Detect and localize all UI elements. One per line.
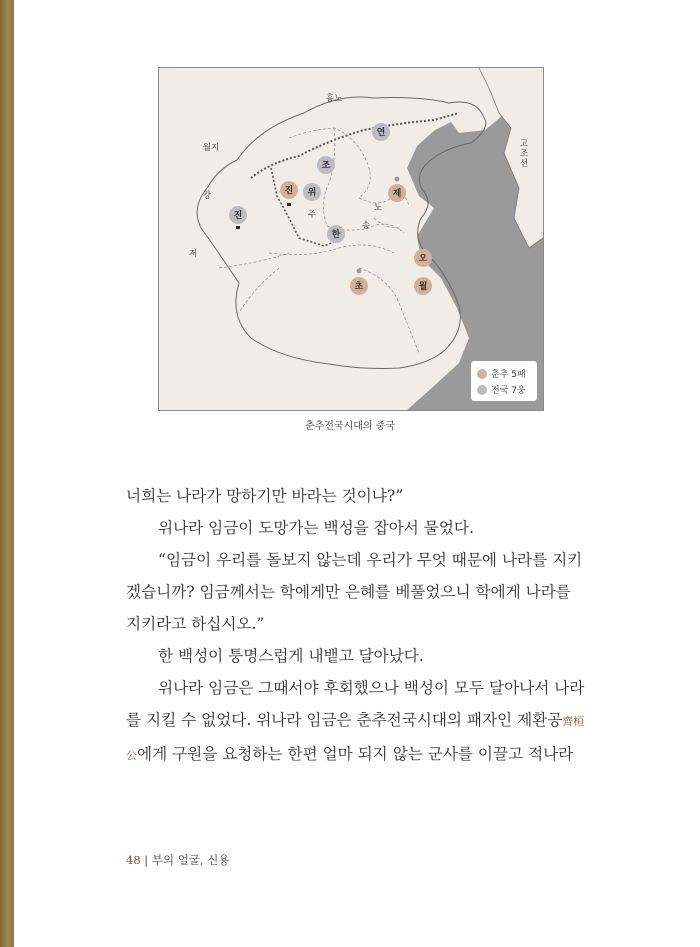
paragraph-line: 겠습니까? 임금께서는 학에게만 은혜를 베풀었으니 학에게 나라를 (126, 583, 571, 601)
paragraph-line: 지키라고 하십시오.” (126, 615, 265, 633)
paragraph-line: 너희는 나라가 망하기만 바라는 것이냐?” (126, 487, 404, 505)
legend-spring-autumn (477, 367, 526, 380)
label-gojoseon-1: 고 (519, 139, 529, 149)
legend-warring-label: 전국 7웅 (491, 386, 526, 396)
state-yeon: 연 (376, 128, 386, 138)
state-jo: 조 (321, 161, 331, 171)
legend-warring (477, 383, 526, 396)
hanja-annotation: 公 (126, 749, 137, 762)
state-je: 제 (392, 189, 402, 199)
paragraph-line: 한 백성이 퉁명스럽게 내뱉고 달아났다. (158, 647, 424, 665)
map-legend (471, 361, 537, 401)
label-gang: 강 (202, 191, 212, 201)
map-figure (158, 67, 544, 411)
state-jin-center: 진 (284, 186, 294, 196)
body-text (126, 480, 585, 772)
map-caption: 춘추전국시대의 중국 (304, 421, 396, 432)
paragraph-line: 위나라 임금이 도망가는 백성을 잡아서 물었다. (158, 519, 474, 537)
spring-autumn-markers (280, 181, 432, 295)
state-wol: 월 (418, 282, 428, 292)
footer-separator: | (144, 853, 149, 867)
map-svg (159, 68, 543, 410)
paragraph-line: 위나라 임금은 그때서야 후회했으나 백성이 모두 달아나서 나라 (158, 679, 585, 697)
state-o: 오 (418, 254, 428, 264)
state-wi: 위 (307, 188, 317, 198)
label-no: 노 (373, 203, 383, 213)
label-song: 송 (361, 221, 371, 231)
warring-dot (477, 385, 487, 395)
line-text: 에게 구원을 요청하는 한편 얼마 되지 않는 군사를 이끌고 적나라 (137, 745, 574, 763)
paragraph-line (126, 738, 578, 772)
label-jeo: 저 (188, 249, 198, 259)
legend-spring-autumn-label: 춘추 5패 (491, 370, 526, 380)
state-cho: 초 (354, 282, 364, 292)
state-han: 한 (331, 230, 341, 240)
paragraph-line (126, 704, 585, 738)
label-hungno: 흉노 (325, 94, 343, 104)
state-jin-west: 진 (233, 211, 243, 221)
spring-autumn-dot (477, 369, 487, 379)
label-gojoseon-3: 선 (519, 159, 529, 169)
page-footer (126, 852, 229, 868)
line-text: 를 지킬 수 없었다. 위나라 임금은 춘추전국시대의 패자인 제환공 (126, 711, 563, 729)
book-spine (0, 0, 14, 947)
label-ju: 주 (307, 210, 317, 220)
label-gojoseon-2: 조 (519, 149, 529, 159)
label-wolji: 월지 (202, 143, 220, 153)
paragraph-line: “임금이 우리를 돌보지 않는데 우리가 무엇 때문에 나라를 지키 (158, 551, 583, 569)
hanja-annotation: 齊桓 (562, 715, 585, 728)
page-number: 48 (126, 853, 141, 867)
book-title: 부의 얼굴, 신용 (151, 853, 230, 867)
gojoseon-label (520, 139, 529, 169)
